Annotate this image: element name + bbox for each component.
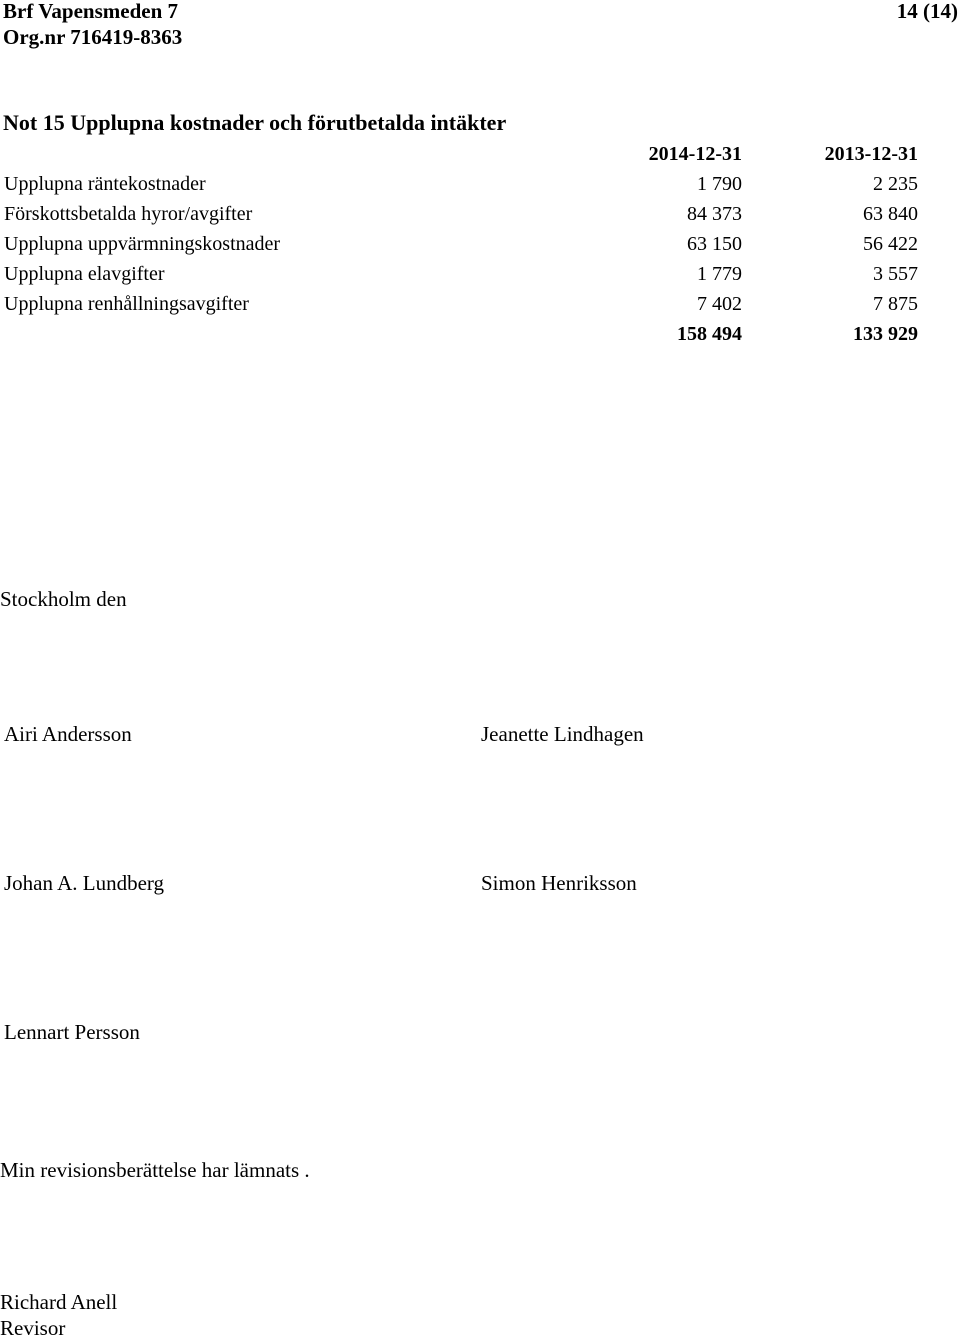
row-label: Upplupna räntekostnader: [4, 173, 206, 195]
signatory-name: Lennart Persson: [4, 1020, 140, 1044]
auditor-role: Revisor: [0, 1316, 66, 1340]
signatory-name: Johan A. Lundberg: [4, 871, 165, 895]
row-previous-value: 56 422: [863, 233, 918, 255]
row-current-value: 7 402: [697, 293, 742, 315]
signatory-name: Jeanette Lindhagen: [481, 722, 644, 746]
association-name: Brf Vapensmeden 7: [3, 0, 179, 23]
row-label: Upplupna elavgifter: [4, 263, 165, 285]
row-previous-value: 3 557: [873, 263, 918, 285]
row-current-value: 1 779: [697, 263, 742, 285]
signatory-name: Airi Andersson: [4, 722, 132, 746]
row-current-value: 84 373: [687, 203, 742, 225]
row-current-value: 1 790: [697, 173, 742, 195]
row-label: Förskottsbetalda hyror/avgifter: [4, 203, 253, 225]
row-previous-value: 7 875: [873, 293, 918, 315]
auditor-statement: Min revisionsberättelse har lämnats .: [0, 1158, 310, 1182]
total-current-value: 158 494: [677, 323, 742, 345]
row-label: Upplupna uppvärmningskostnader: [4, 233, 281, 255]
signatory-name: Simon Henriksson: [481, 871, 637, 895]
page-number: 14 (14): [896, 0, 958, 23]
row-current-value: 63 150: [687, 233, 742, 255]
row-label: Upplupna renhållningsavgifter: [4, 293, 249, 315]
org-number: Org.nr 716419-8363: [3, 25, 183, 49]
auditor-name: Richard Anell: [0, 1290, 118, 1314]
row-previous-value: 63 840: [863, 203, 918, 225]
total-previous-value: 133 929: [853, 323, 918, 345]
place-date-line: Stockholm den: [0, 587, 127, 611]
row-previous-value: 2 235: [873, 173, 918, 195]
note-title: Not 15 Upplupna kostnader och förutbetalda intäkter: [3, 110, 507, 135]
column-header-previous: 2013-12-31: [824, 143, 918, 165]
column-header-current: 2014-12-31: [648, 143, 742, 165]
